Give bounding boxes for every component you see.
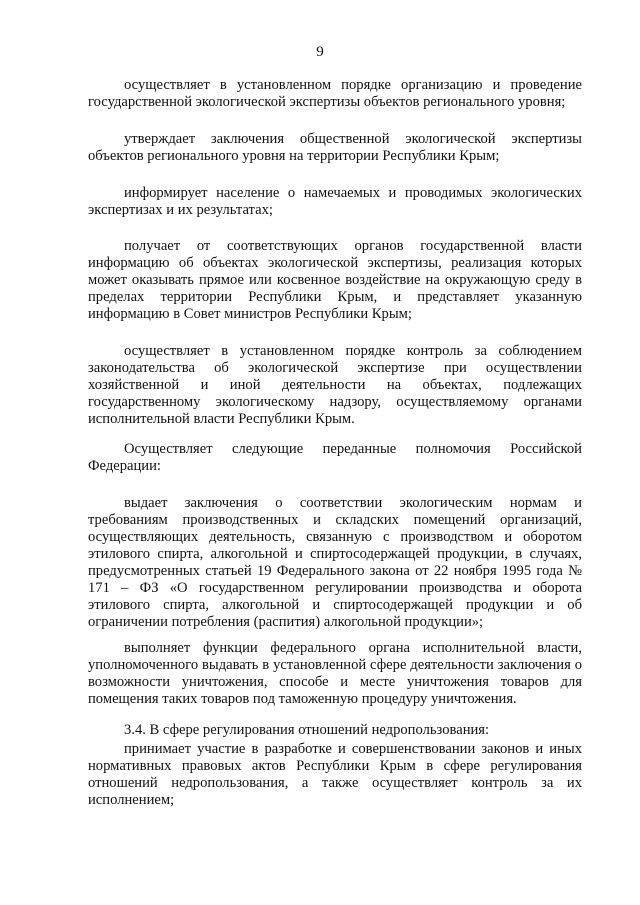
paragraph-8: выполняет функции федерального органа исполнительной власти, уполномоченного выдавать в установленной сфере деятельности заключения о возможности уничтожения, способе и месте уничтожения товаров для помещения таких товаров под таможенную процедуру уничтожения. — [88, 640, 582, 707]
paragraph-3: информирует население о намечаемых и проводимых экологических экспертизах и их результатах; — [88, 185, 582, 218]
paragraph-6: Осуществляет следующие переданные полномочия Российской Федерации: — [88, 441, 582, 474]
section-heading-3-4: 3.4. В сфере регулирования отношений недропользования: — [124, 722, 490, 738]
paragraph-4: получает от соответствующих органов государственной власти информацию об объектах экологической экспертизы, реализация которых может оказывать прямое или косвенное воздействие на окружающую среду в пределах территории Республики Крым, и представляет указанную информацию в Совет министров Республики Крым; — [88, 238, 582, 322]
paragraph-1: осуществляет в установленном порядке организацию и проведение государственной экологической экспертизы объектов регионального уровня; — [88, 77, 582, 110]
paragraph-5: осуществляет в установленном порядке контроль за соблюдением законодательства об экологической экспертизе при осуществлении хозяйственной и иной деятельности на объектах, подлежащих государственному экологическому надзору, осуществляемому органами исполнительной власти Республики Крым. — [88, 343, 582, 427]
page-number: 9 — [316, 44, 324, 60]
paragraph-10: принимает участие в разработке и совершенствовании законов и иных нормативных правовых актов Республики Крым в сфере регулирования отношений недропользования, а также осуществляет контроль за их исполнением; — [88, 741, 582, 808]
paragraph-2: утверждает заключения общественной экологической экспертизы объектов регионального уровня на территории Республики Крым; — [88, 131, 582, 164]
paragraph-7: выдает заключения о соответствии экологическим нормам и требованиям производственных и складских помещений организаций, осуществляющих деятельность, связанную с производством и оборотом этилового спирта, алкогольной и спиртосодержащей продукции, в случаях, предусмотренных статьей 19 Федерального закона от 22 ноября 1995 года № 171 – ФЗ «О государственном регулировании производства и оборота этилового спирта, алкогольной и спиртосодержащей продукции и об ограничении потребления (распития) алкогольной продукции»; — [88, 495, 582, 630]
